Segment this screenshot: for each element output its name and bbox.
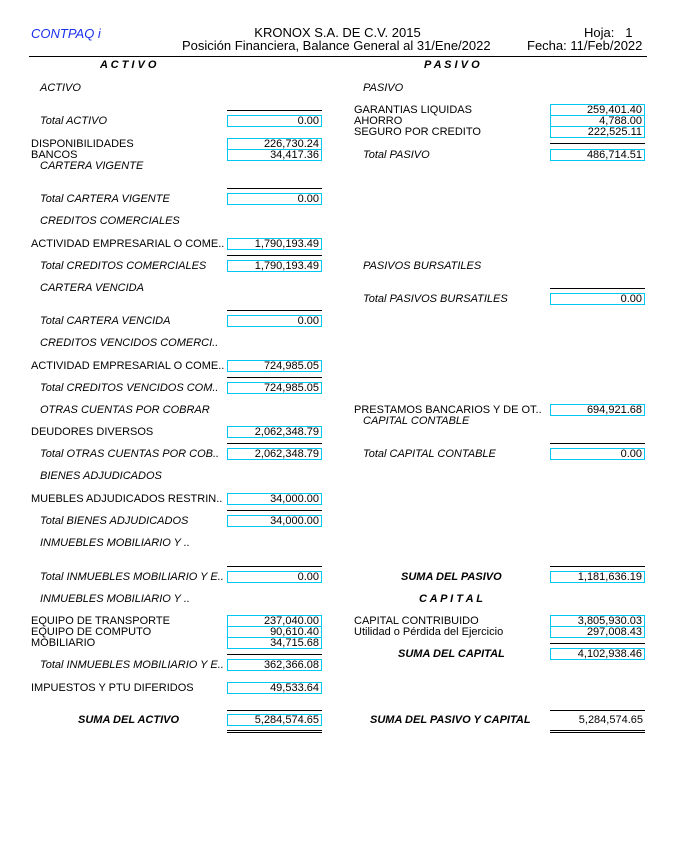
garantias-label: GARANTIAS LIQUIDAS xyxy=(354,104,472,116)
total-activo-value: 0.00 xyxy=(227,115,322,127)
ahorro-value: 4,788.00 xyxy=(550,115,645,127)
inmuebles-header: INMUEBLES MOBILIARIO Y .. xyxy=(40,537,190,549)
total-capital-contable-value: 0.00 xyxy=(550,448,645,460)
rule xyxy=(227,710,322,711)
total-creditos-comerciales-value: 1,790,193.49 xyxy=(227,260,322,272)
capital-contribuido-label: CAPITAL CONTRIBUIDO xyxy=(354,615,479,627)
equipo-computo-value: 90,610.40 xyxy=(227,626,322,638)
muebles-adjudicados-label: MUEBLES ADJUDICADOS RESTRIN.. xyxy=(31,493,223,505)
actividad-empresarial-2-value: 724,985.05 xyxy=(227,360,322,372)
activo-section: ACTIVO xyxy=(40,82,81,94)
bienes-adjudicados-header: BIENES ADJUDICADOS xyxy=(40,470,162,482)
equipo-transporte-label: EQUIPO DE TRANSPORTE xyxy=(31,615,170,627)
total-capital-contable-label: Total CAPITAL CONTABLE xyxy=(363,448,496,460)
rule xyxy=(550,643,645,644)
utilidad-label: Utilidad o Pérdida del Ejercicio xyxy=(354,626,504,638)
total-pasivo-value: 486,714.51 xyxy=(550,149,645,161)
bancos-value: 34,417.36 xyxy=(227,149,322,161)
total-creditos-vencidos-label: Total CREDITOS VENCIDOS COM.. xyxy=(40,382,219,394)
total-bienes-adjudicados-value: 34,000.00 xyxy=(227,515,322,527)
page-label: Hoja: 1 xyxy=(584,25,633,40)
capital-contribuido-value: 3,805,930.03 xyxy=(550,615,645,627)
total-bursatiles-label: Total PASIVOS BURSATILES xyxy=(363,293,508,305)
double-rule xyxy=(550,730,645,733)
total-cartera-vigente-value: 0.00 xyxy=(227,193,322,205)
rule xyxy=(227,510,322,511)
total-pasivo-label: Total PASIVO xyxy=(363,149,430,161)
rule xyxy=(227,443,322,444)
seguro-value: 222,525.11 xyxy=(550,126,645,138)
total-creditos-comerciales-label: Total CREDITOS COMERCIALES xyxy=(40,260,207,272)
equipo-computo-label: EQUIPO DE COMPUTO xyxy=(31,626,152,638)
total-cartera-vigente-label: Total CARTERA VIGENTE xyxy=(40,193,170,205)
suma-pasivo-value: 1,181,636.19 xyxy=(550,571,645,583)
total-otras-cuentas-label: Total OTRAS CUENTAS POR COB.. xyxy=(40,448,220,460)
pasivo-section: PASIVO xyxy=(363,82,404,94)
disponibilidades-label: DISPONIBILIDADES xyxy=(31,138,134,150)
total-inmuebles-label: Total INMUEBLES MOBILIARIO Y E.. xyxy=(40,571,224,583)
rule xyxy=(227,188,322,189)
rule xyxy=(550,710,645,711)
rule xyxy=(227,255,322,256)
page-number: 1 xyxy=(625,25,633,40)
rule xyxy=(550,288,645,289)
rule xyxy=(227,566,322,567)
rule xyxy=(227,110,322,111)
inmuebles-2-header: INMUEBLES MOBILIARIO Y .. xyxy=(40,593,190,605)
equipo-transporte-value: 237,040.00 xyxy=(227,615,322,627)
bancos-label: BANCOS xyxy=(31,149,78,161)
total-otras-cuentas-value: 2,062,348.79 xyxy=(227,448,322,460)
company-name: KRONOX S.A. DE C.V. 2015 xyxy=(254,25,421,40)
total-inmuebles-value: 0.00 xyxy=(227,571,322,583)
creditos-comerciales-header: CREDITOS COMERCIALES xyxy=(40,215,180,227)
deudores-diversos-label: DEUDORES DIVERSOS xyxy=(31,426,154,438)
report-title: Posición Financiera, Balance General al 31/Ene/2022 xyxy=(182,38,491,53)
suma-pasivo-capital-value: 5,284,574.65 xyxy=(578,714,643,726)
actividad-empresarial-2-label: ACTIVIDAD EMPRESARIAL O COME.. xyxy=(31,360,225,372)
rule xyxy=(227,377,322,378)
disponibilidades-value: 226,730.24 xyxy=(227,138,322,150)
cartera-vigente-header: CARTERA VIGENTE xyxy=(40,160,144,172)
brand-logo-text: CONTPAQ i xyxy=(31,26,101,41)
rule xyxy=(550,443,645,444)
actividad-empresarial-value: 1,790,193.49 xyxy=(227,238,322,250)
impuestos-ptu-value: 49,533.64 xyxy=(227,682,322,694)
report-date: Fecha: 11/Feb/2022 xyxy=(527,38,643,53)
rule xyxy=(550,566,645,567)
rule xyxy=(550,143,645,144)
capital-contable-header: CAPITAL CONTABLE xyxy=(363,415,470,427)
otras-cuentas-header: OTRAS CUENTAS POR COBRAR xyxy=(40,404,210,416)
suma-pasivo-label: SUMA DEL PASIVO xyxy=(401,571,502,583)
activo-heading: A C T I V O xyxy=(100,59,157,71)
total-creditos-vencidos-value: 724,985.05 xyxy=(227,382,322,394)
suma-capital-value: 4,102,938.46 xyxy=(550,648,645,660)
total-cartera-vencida-value: 0.00 xyxy=(227,315,322,327)
suma-activo-value: 5,284,574.65 xyxy=(227,714,322,726)
impuestos-ptu-label: IMPUESTOS Y PTU DIFERIDOS xyxy=(31,682,194,694)
mobiliario-value: 34,715.68 xyxy=(227,637,322,649)
utilidad-value: 297,008.43 xyxy=(550,626,645,638)
seguro-label: SEGURO POR CREDITO xyxy=(354,126,481,138)
suma-pasivo-capital-label: SUMA DEL PASIVO Y CAPITAL xyxy=(370,714,531,726)
total-inmuebles-2-label: Total INMUEBLES MOBILIARIO Y E.. xyxy=(40,659,224,671)
mobiliario-label: MOBILIARIO xyxy=(31,637,96,649)
actividad-empresarial-label: ACTIVIDAD EMPRESARIAL O COME.. xyxy=(31,238,225,250)
rule xyxy=(227,654,322,655)
pasivos-bursatiles-header: PASIVOS BURSATILES xyxy=(363,260,482,272)
prestamos-label: PRESTAMOS BANCARIOS Y DE OT.. xyxy=(354,404,542,416)
garantias-value: 259,401.40 xyxy=(550,104,645,116)
deudores-diversos-value: 2,062,348.79 xyxy=(227,426,322,438)
prestamos-value: 694,921.68 xyxy=(550,404,645,416)
ahorro-label: AHORRO xyxy=(354,115,403,127)
suma-capital-label: SUMA DEL CAPITAL xyxy=(398,648,505,660)
creditos-vencidos-header: CREDITOS VENCIDOS COMERCI.. xyxy=(40,337,219,349)
muebles-adjudicados-value: 34,000.00 xyxy=(227,493,322,505)
rule xyxy=(227,310,322,311)
header-rule xyxy=(29,56,647,57)
total-inmuebles-2-value: 362,366.08 xyxy=(227,659,322,671)
double-rule xyxy=(227,730,322,733)
cartera-vencida-header: CARTERA VENCIDA xyxy=(40,282,144,294)
total-cartera-vencida-label: Total CARTERA VENCIDA xyxy=(40,315,171,327)
total-bienes-adjudicados-label: Total BIENES ADJUDICADOS xyxy=(40,515,189,527)
pasivo-heading: P A S I V O xyxy=(424,59,480,71)
suma-activo-label: SUMA DEL ACTIVO xyxy=(78,714,180,726)
capital-heading: C A P I T A L xyxy=(419,593,483,605)
total-activo-label: Total ACTIVO xyxy=(40,115,108,127)
total-bursatiles-value: 0.00 xyxy=(550,293,645,305)
